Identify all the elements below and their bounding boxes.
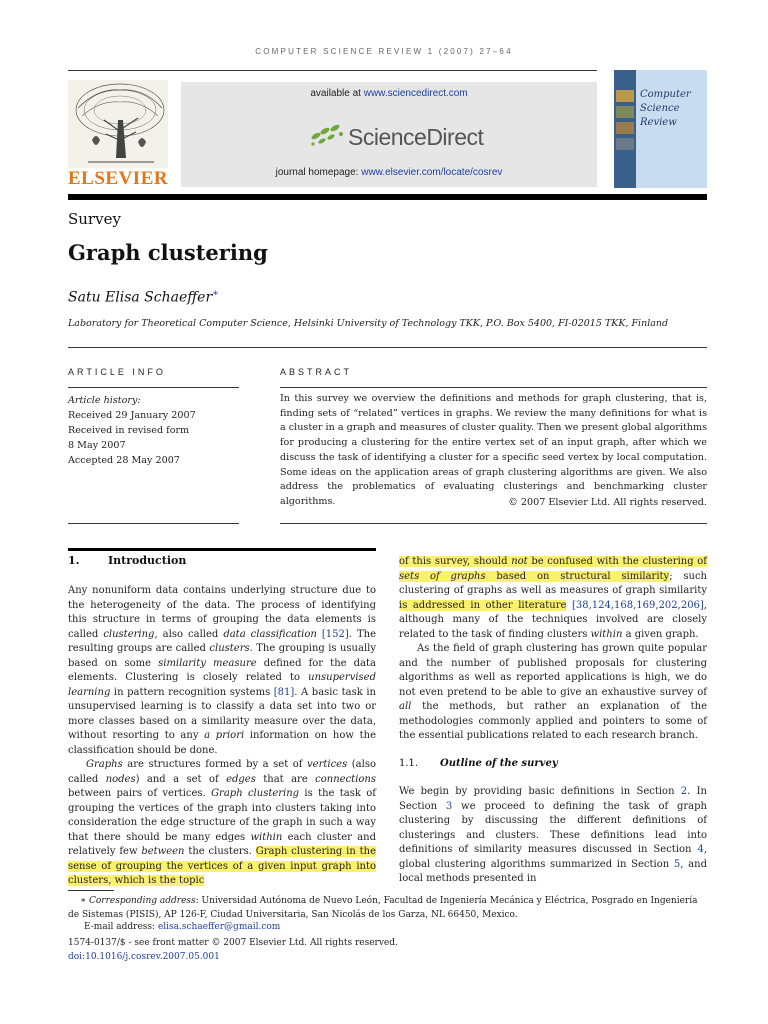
highlight-left: Graph clustering in the sense of grouping the vertices of a given input graph into clusters, which is the topic: [68, 846, 376, 886]
cover-thumb-4: [616, 138, 634, 150]
availability-line: [181, 88, 597, 99]
sciencedirect-wordmark: ScienceDirect: [348, 124, 484, 150]
citation-81[interactable]: [81]: [273, 686, 295, 698]
article-info-rule: [68, 387, 239, 388]
intro-paragraph-2: Graphs are structures formed by a set of vertices (also called nodes) and a set of edges that are connections between pairs of vertices. Graph clustering is the task of grouping the vertices of the graph into clusters taking into consideration the edge structure of the graph in such a way that there should be many edges within each cluster and relatively few between the clusters. Graph clustering in the sense of grouping the vertices of a given input graph into clusters, which is the topic: [68, 759, 376, 886]
section-link-5[interactable]: 5: [673, 858, 681, 870]
header-thick-rule: [68, 194, 707, 200]
article-author: [68, 288, 219, 306]
abstract-rule: [280, 387, 707, 388]
section-1-number: 1.: [68, 554, 80, 567]
footnote-address: ∗ Corresponding address: Universidad Autónoma de Nuevo León, Facultad de Ingeniería Mecánica y Eléctrica, Posgrado en Ingeniería de Sistemas (PISIS), AP 126-F, Ciudad Universitaria, San Nicolás de los Garza, NL 66450, Mexico.: [68, 896, 698, 920]
article-history: [68, 393, 248, 468]
elsevier-wordmark: ELSEVIER: [68, 168, 169, 189]
homepage-label: journal homepage:: [275, 167, 362, 178]
header-rule: [68, 70, 597, 71]
issn-line: 1574-0137/$ - see front matter © 2007 Elsevier Ltd. All rights reserved.: [68, 938, 398, 948]
journal-citation: COMPUTER SCIENCE REVIEW 1 (2007) 27–64: [255, 47, 513, 56]
abstract-bottom-rule: [280, 523, 707, 524]
history-revised-date: 8 May 2007: [68, 440, 126, 451]
subsection-title: Outline of the survey: [440, 758, 558, 769]
journal-homepage-link[interactable]: www.elsevier.com/locate/cosrev: [361, 167, 503, 178]
citation-group[interactable]: [38,124,168,169,202,206]: [571, 599, 704, 611]
doi-line: [68, 950, 220, 964]
cover-thumb-3: [616, 122, 634, 134]
intro-paragraph-3: As the field of graph clustering has grown quite popular and the number of published proposals for clustering algorithms as well as reported applications is high, we do not even pretend to be able to give an exhaustive survey of all the methods, but rather an explanation of the methodologies commonly applied and pointers to some of the essential publications related to each research branch.: [399, 643, 707, 741]
title-rule: [68, 347, 707, 348]
history-revised-label: Received in revised form: [68, 425, 190, 436]
sciencedirect-logo[interactable]: [308, 120, 508, 154]
section-link-4[interactable]: 4: [697, 844, 704, 855]
article-type: Survey: [68, 210, 121, 228]
outline-paragraph: We begin by providing basic definitions in Section 2. In Section 3 we proceed to defining the task of graph clustering by discussing the different definitions of clusterings and clusters. These definitions lead into definitions of similarity measures discussed in Section 4, global clustering algorithms summarized in Section 5, and local methods presented in: [399, 786, 708, 884]
sciencedirect-leaf-icon: [308, 122, 346, 148]
article-title: Graph clustering: [68, 240, 268, 265]
intro-paragraph-1: Any nonuniform data contains underlying structure due to the heterogeneity of the data. The process of identifying this structure in terms of grouping the data elements is called clustering, also called data classification [152]. The resulting groups are called clusters. The grouping is usually based on some similarity measure defined for the data elements. Clustering is closely related to unsupervised learning in pattern recognition systems [81]. A basic task in unsupervised learning is to classify a data set into two or more classes based on a similarity measure over the data, without resorting to any a priori information on how the classification should be done.: [68, 585, 377, 756]
abstract-heading: ABSTRACT: [280, 367, 353, 377]
history-accepted: Accepted 28 May 2007: [68, 455, 180, 466]
footnote-email: E-mail address: elisa.schaeffer@gmail.com: [84, 922, 281, 932]
author-email-link[interactable]: elisa.schaeffer@gmail.com: [157, 922, 281, 932]
author-name: Satu Elisa Schaeffer: [68, 289, 213, 306]
cover-title-line-3: Review: [640, 117, 677, 128]
cover-title-line-1: Computer: [640, 89, 691, 100]
intro-paragraph-2-cont: of this survey, should not be confused with the clustering of sets of graphs based on structural similarity; such clustering of graphs as well as measures of graph similarity is addressed in other literature [38,124,168,169,202,206], although many of the techniques involved are closely related to the task of finding clusters within a given graph.: [399, 556, 708, 640]
journal-cover[interactable]: [614, 70, 707, 188]
history-received: Received 29 January 2007: [68, 410, 196, 421]
right-column: [399, 555, 707, 744]
elsevier-logo[interactable]: [68, 80, 178, 188]
article-info-heading: ARTICLE INFO: [68, 367, 166, 377]
section-1-title: Introduction: [108, 554, 187, 567]
cover-thumb-2: [616, 106, 634, 118]
abstract-copyright: © 2007 Elsevier Ltd. All rights reserved.: [508, 497, 707, 508]
footnote-rule: [68, 890, 114, 891]
cover-thumb-1: [616, 90, 634, 102]
author-affiliation: Laboratory for Theoretical Computer Science, Helsinki University of Technology TKK, P.O. Box 5400, FI-02015 TKK, Finland: [68, 318, 669, 329]
sciencedirect-link[interactable]: www.sciencedirect.com: [363, 88, 468, 99]
cover-title-line-2: Science: [640, 103, 680, 114]
article-info-bottom-rule: [68, 523, 239, 524]
journal-homepage-line: [181, 167, 597, 178]
cover-title: [640, 88, 691, 130]
history-label: Article history:: [68, 395, 141, 406]
section-link-3[interactable]: 3: [445, 800, 453, 812]
abstract-text: In this survey we overview the definitions and methods for graph clustering, that is, finding sets of “related” vertices in graphs. We review the many definitions for what is a cluster in a graph and measures of cluster quality. Then we present global algorithms for producing a clustering for the entire vertex set of an input graph, after which we discuss the task of identifying a cluster for a specific seed vertex by local computation. Some ideas on the application areas of graph clustering algorithms are given. We also address the problematics of evaluating clusterings and benchmarking cluster algorithms.: [280, 393, 707, 507]
citation-152[interactable]: [152]: [321, 628, 349, 640]
available-label: available at: [310, 88, 364, 99]
doi-link[interactable]: doi:10.1016/j.cosrev.2007.05.001: [68, 952, 220, 962]
left-column: [68, 584, 376, 889]
section-rule: [68, 548, 376, 551]
subsection-number: 1.1.: [399, 758, 419, 769]
author-footnote-link[interactable]: ∗: [212, 288, 219, 299]
section-link-2[interactable]: 2: [680, 786, 688, 797]
